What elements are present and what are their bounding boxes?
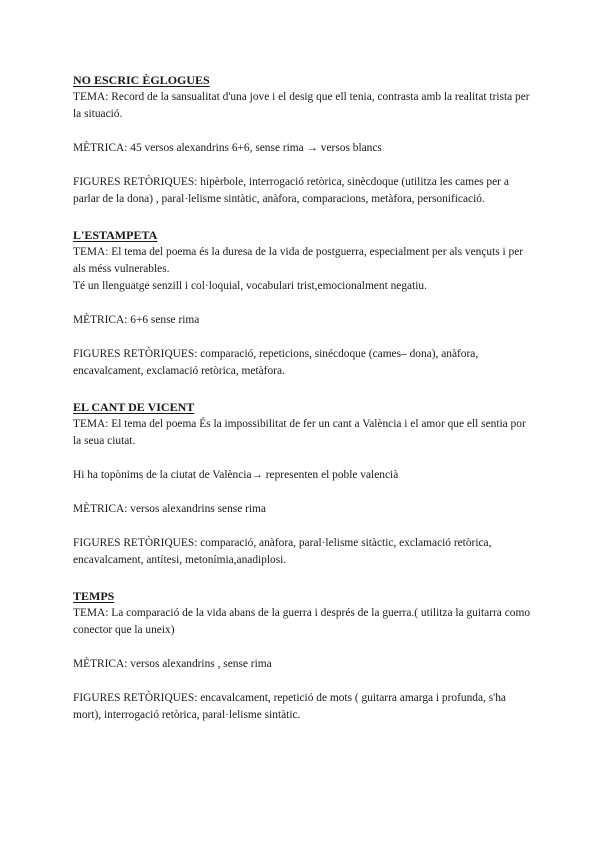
section-heading: NO ESCRIC ÈGLOGUES: [73, 73, 210, 87]
section-no-escric-eglogues: [73, 72, 533, 208]
tema-paragraph: TEMA: Record de la sansualitat d'una jove i el desig que ell tenia, contrasta amb la realitat trista per la situació.: [73, 91, 530, 120]
tema-paragraph: TEMA: El tema del poema és la duresa de la vida de postguerra, especialment per als vençuts i per als méss vulnerables. Té un llenguatge senzill i col·loquial, vocabulari trist,emocionalment negatiu.: [73, 246, 524, 292]
figures-paragraph: FIGURES RETÒRIQUES: hipèrbole, interrogació retòrica, sinècdoque (utilitza les cames per a parlar de la dona) , paral·lelisme sintàtic, anàfora, comparacions, metàfora, personificació.: [73, 176, 509, 205]
metrica-paragraph: MÈTRICA: versos alexandrins , sense rima: [73, 658, 272, 670]
metrica-paragraph: MÈTRICA: 45 versos alexandrins 6+6, sense rima → versos blancs: [73, 142, 382, 154]
metrica-paragraph: MÈTRICA: 6+6 sense rima: [73, 314, 200, 326]
tema-paragraph: TEMA: La comparació de la vida abans de la guerra i després de la guerra.( utilitza la guitarra como conector que la uneix): [73, 607, 531, 636]
toponims-paragraph: Hi ha topònims de la ciutat de València→ representen el poble valencià: [73, 469, 399, 481]
tema-paragraph: TEMA: El tema del poema És la impossibilitat de fer un cant a València i el amor que ell sentia por la seua ciutat.: [73, 418, 526, 447]
section-temps: [73, 588, 533, 724]
figures-paragraph: FIGURES RETÒRIQUES: comparació, anàfora, paral·lelisme sitàctic, exclamació retòrica, encavalcament, antítesi, metonímia,anadiplosi.: [73, 537, 492, 566]
figures-paragraph: FIGURES RETÒRIQUES: comparació, repeticions, sinécdoque (cames– dona), anàfora, encavalcament, exclamació retòrica, metàfora.: [73, 348, 479, 377]
figures-paragraph: FIGURES RETÒRIQUES: encavalcament, repetició de mots ( guitarra amarga i profunda, s'ha mort), interrogació retòrica, paral·lelisme sintàtic.: [73, 692, 506, 721]
section-heading: EL CANT DE VICENT: [73, 400, 195, 414]
section-el-cant-de-vicent: [73, 399, 533, 569]
section-heading: L'ESTAMPETA: [73, 228, 158, 242]
document-page: [73, 72, 533, 724]
metrica-paragraph: MÈTRICA: versos alexandrins sense rima: [73, 503, 266, 515]
section-lestampeta: [73, 227, 533, 380]
section-heading: TEMPS: [73, 589, 115, 603]
